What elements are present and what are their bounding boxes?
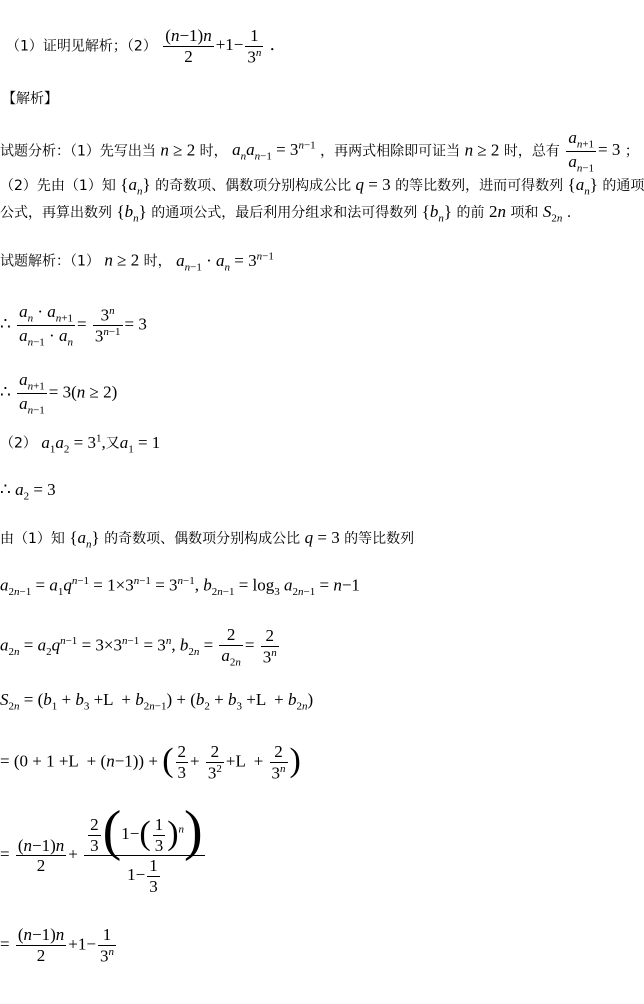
eq-ratio-result: ∴ $\frac{a_{n+1}}{a_{n-1}}$ = 3(n ≥ 2) [0,370,118,417]
solution-line-3: 由（1）知 $\{a_n\}$ 的奇数项、偶数项分别构成公比 q = 3 的等比数列 [0,528,415,551]
eq-sum-expanded: = (0 + 1 +L + (n−1)) + ( $\frac{2}{3}$ + $\frac{2}{3^2}$ +L + $\frac{2}{3^n}$ ) [0,742,301,783]
eq-odd-terms: $a_{2n-1} = a_1q^{n-1} = 1\times 3^{n-1} = 3^{n-1}$, $b_{2n-1} = \log_3 a_{2n-1} = n-1$ [0,575,360,599]
eq-even-terms: $a_{2n} = a_2q^{n-1} = 3\times 3^{n-1} = 3^n$, $b_{2n}$ = $\frac{2}{a_{2n}}$ = $\frac{2}{3^n}$ [0,625,277,668]
eq-sum-split: $S_{2n} = (b_1 + b_3 +L + b_{2n-1}) + (b_2 + b_3 +L + b_{2n})$ [0,690,314,713]
solution-line-2: （2） $a_1a_2 = 3^1$,又$a_1 = 1$ [0,432,161,456]
eq-final: = $\frac{(n-1)n}{2}$ +1− $\frac{1}{3^n}$ [0,925,114,966]
eq-ratio: ∴ $\frac{a_n \cdot a_{n+1}}{a_{n-1} \cdot a_n}$ = $\frac{3^n}{3^{n-1}}$ = 3 [0,302,147,349]
answer-label: （1）证明见解析；（2） [6,38,157,55]
answer-formula: $\frac{(n-1)n}{2}$ +1− $\frac{1}{3^n}$ ． [165,26,287,67]
analysis-line-3: 公式，再算出数列 $\{b_n\}$ 的通项公式，最后利用分组求和法可得数列 $\{b_n\}$ 的前 2n 项和 $S_{2n}$ ． [0,202,581,225]
eq-sum-formula: = $\frac{(n-1)n}{2}$ + $\frac{2}{3}$ (1−( $\frac{1}{3}$ )$^n$) 1− $\frac{1}{3}$ [0,799,203,896]
solution-line-1: 试题解析：（1） n ≥ 2 时， $a_{n-1} \cdot a_n = 3^{n-1}$ [0,250,274,274]
eq-a2: ∴ $a_2 = 3$ [0,480,56,503]
analysis-line-1: 试题分析：（1）先写出当 n ≥ 2 时， $a_na_{n-1} = 3^{n-1}$ ，再两式相除即可证当 n ≥ 2 时，总有 $\frac{a_{n+1}}{a_{n-1}}$ = 3 ； [0,128,639,175]
analysis-line-2: （2）先由（1）知 $\{a_n\}$ 的奇数项、偶数项分别构成公比 q = 3 的等比数列，进而可得数列 $\{a_n\}$ 的通项 [0,175,644,198]
answer-line [6,26,287,67]
section-header: 【解析】 [2,91,58,107]
